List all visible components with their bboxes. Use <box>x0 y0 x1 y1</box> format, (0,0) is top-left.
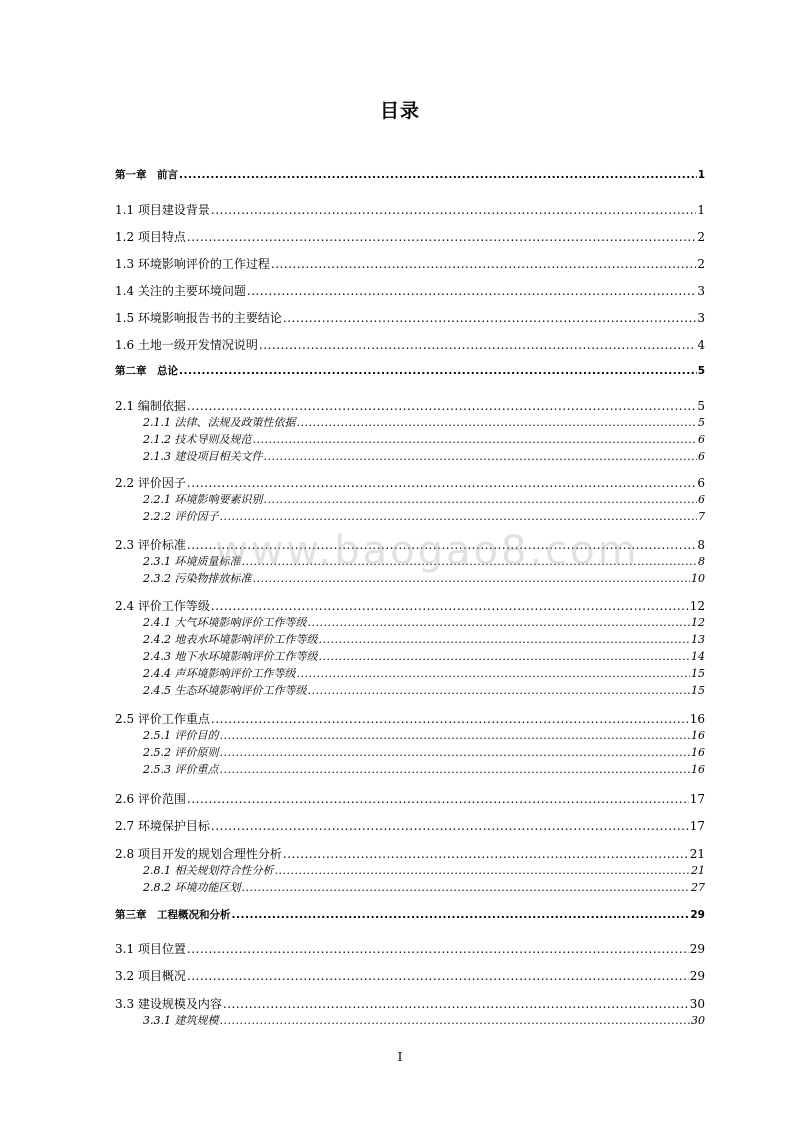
toc-dot-leader <box>232 909 690 921</box>
toc-section-entry[interactable] <box>115 967 705 984</box>
toc-subsection-entry[interactable] <box>143 431 705 447</box>
toc-entry-page: 3 <box>697 284 705 298</box>
toc-entry-title: 2.4.4 声环境影响评价工作等级 <box>143 667 296 680</box>
toc-entry-page: 29 <box>690 909 705 921</box>
toc-entry-title: 1.1 项目建设背景 <box>115 203 210 217</box>
toc-entry-page: 17 <box>689 792 705 806</box>
toc-dot-leader <box>179 365 697 377</box>
toc-dot-leader <box>220 510 698 523</box>
page-title: 目录 <box>379 100 420 122</box>
toc-dot-leader <box>283 311 696 325</box>
toc-dot-leader <box>187 942 689 956</box>
toc-subsection-entry[interactable] <box>143 648 705 664</box>
toc-entry-title: 2.3 评价标准 <box>115 538 186 552</box>
toc-dot-leader <box>220 729 691 742</box>
toc-entry-page: 1 <box>697 169 705 181</box>
toc-entry-page: 15 <box>691 684 705 697</box>
toc-entry-title: 2.4.1 大气环境影响评价工作等级 <box>143 616 307 629</box>
toc-section-entry[interactable] <box>115 282 705 299</box>
toc-section-entry[interactable] <box>115 336 705 353</box>
toc-entry-title: 2.8 项目开发的规划合理性分析 <box>115 847 282 861</box>
toc-dot-leader <box>308 616 691 629</box>
toc-subsection-entry[interactable] <box>143 761 705 777</box>
toc-dot-leader <box>211 819 689 833</box>
toc-entry-title: 2.5.2 评价原则 <box>143 746 219 759</box>
toc-entry-title: 3.1 项目位置 <box>115 942 186 956</box>
toc-section-entry[interactable] <box>115 201 705 218</box>
toc-section-entry[interactable] <box>115 995 705 1012</box>
toc-entry-page: 30 <box>691 1014 705 1027</box>
toc-entry-title: 2.2.2 评价因子 <box>143 510 219 523</box>
watermark: www.baogao8.com <box>215 528 640 574</box>
toc-section-entry[interactable] <box>115 817 705 834</box>
toc-dot-leader <box>223 997 689 1011</box>
toc-dot-leader <box>264 493 698 506</box>
toc-entry-page: 4 <box>697 338 705 352</box>
toc-entry-title: 1.3 环境影响评价的工作过程 <box>115 257 270 271</box>
toc-subsection-entry[interactable] <box>143 1012 705 1028</box>
toc-subsection-entry[interactable] <box>143 508 705 524</box>
toc-dot-leader <box>275 864 691 877</box>
toc-dot-leader <box>247 284 696 298</box>
toc-dot-leader <box>259 338 696 352</box>
toc-entry-page: 29 <box>689 942 705 956</box>
toc-subsection-entry[interactable] <box>143 614 705 630</box>
toc-section-entry[interactable] <box>115 397 705 414</box>
toc-entry-page: 16 <box>691 729 705 742</box>
toc-entry-title: 第一章 前言 <box>115 169 178 181</box>
toc-entry-page: 16 <box>691 746 705 759</box>
toc-entry-page: 16 <box>689 712 705 726</box>
toc-entry-page: 6 <box>697 476 705 490</box>
toc-entry-page: 5 <box>697 399 705 413</box>
toc-entry-title: 3.3.1 建筑规模 <box>143 1014 219 1027</box>
toc-section-entry[interactable] <box>115 845 705 862</box>
toc-entry-page: 6 <box>698 493 705 506</box>
toc-subsection-entry[interactable] <box>143 631 705 647</box>
toc-subsection-entry[interactable] <box>143 682 705 698</box>
toc-entry-title: 2.2.1 环境影响要素识别 <box>143 493 263 506</box>
toc-dot-leader <box>187 792 689 806</box>
toc-dot-leader <box>220 1014 691 1027</box>
toc-subsection-entry[interactable] <box>143 448 705 464</box>
toc-dot-leader <box>253 433 698 446</box>
toc-entry-page: 1 <box>697 203 705 217</box>
toc-section-entry[interactable] <box>115 474 705 491</box>
toc-dot-leader <box>211 712 689 726</box>
toc-section-entry[interactable] <box>115 597 705 614</box>
toc-entry-title: 2.3.1 环境质量标准 <box>143 555 241 568</box>
toc-entry-page: 14 <box>691 650 705 663</box>
toc-entry-title: 第二章 总论 <box>115 365 178 377</box>
toc-dot-leader <box>297 667 691 680</box>
toc-entry-page: 8 <box>698 555 705 568</box>
toc-entry-title: 2.4.2 地表水环境影响评价工作等级 <box>143 633 318 646</box>
toc-entry-title: 1.5 环境影响报告书的主要结论 <box>115 311 282 325</box>
toc-subsection-entry[interactable] <box>143 665 705 681</box>
toc-entry-title: 第三章 工程概况和分析 <box>115 909 231 921</box>
toc-dot-leader <box>187 969 689 983</box>
toc-section-entry[interactable] <box>115 940 705 957</box>
toc-entry-title: 2.1 编制依据 <box>115 399 186 413</box>
toc-dot-leader <box>242 881 691 894</box>
toc-subsection-entry[interactable] <box>143 879 705 895</box>
toc-entry-page: 30 <box>689 997 705 1011</box>
toc-section-entry[interactable] <box>115 228 705 245</box>
toc-subsection-entry[interactable] <box>143 744 705 760</box>
toc-entry-title: 3.2 项目概况 <box>115 969 186 983</box>
toc-entry-title: 1.2 项目特点 <box>115 230 186 244</box>
toc-entry-page: 16 <box>691 763 705 776</box>
toc-entry-title: 1.6 土地一级开发情况说明 <box>115 338 258 352</box>
toc-subsection-entry[interactable] <box>143 727 705 743</box>
toc-entry-title: 2.8.1 相关规划符合性分析 <box>143 864 274 877</box>
toc-entry-title: 2.8.2 环境功能区划 <box>143 881 241 894</box>
toc-entry-page: 3 <box>697 311 705 325</box>
toc-dot-leader <box>187 476 696 490</box>
toc-entry-page: 13 <box>691 633 705 646</box>
toc-entry-title: 1.4 关注的主要环境问题 <box>115 284 246 298</box>
toc-entry-title: 2.1.1 法律、法规及政策性依据 <box>143 416 296 429</box>
toc-chapter-entry[interactable] <box>115 167 705 182</box>
toc-entry-page: 21 <box>689 847 705 861</box>
toc-chapter-entry[interactable] <box>115 363 705 378</box>
toc-entry-title: 2.7 环境保护目标 <box>115 819 210 833</box>
toc-dot-leader <box>220 763 691 776</box>
toc-section-entry[interactable] <box>115 710 705 727</box>
toc-dot-leader <box>211 203 696 217</box>
toc-dot-leader <box>179 169 697 181</box>
toc-entry-page: 5 <box>698 416 705 429</box>
toc-entry-title: 2.1.3 建设项目相关文件 <box>143 450 263 463</box>
toc-subsection-entry[interactable] <box>143 862 705 878</box>
toc-entry-title: 3.3 建设规模及内容 <box>115 997 222 1011</box>
toc-entry-page: 6 <box>698 450 705 463</box>
toc-subsection-entry[interactable] <box>143 414 705 430</box>
toc-entry-page: 29 <box>689 969 705 983</box>
toc-entry-title: 2.2 评价因子 <box>115 476 186 490</box>
toc-dot-leader <box>187 399 696 413</box>
toc-entry-page: 6 <box>698 433 705 446</box>
toc-subsection-entry[interactable] <box>143 491 705 507</box>
toc-entry-title: 2.5.1 评价目的 <box>143 729 219 742</box>
toc-section-entry[interactable] <box>115 255 705 272</box>
toc-entry-title: 2.5.3 评价重点 <box>143 763 219 776</box>
toc-entry-title: 2.5 评价工作重点 <box>115 712 210 726</box>
toc-entry-page: 5 <box>697 365 705 377</box>
toc-entry-page: 2 <box>697 230 705 244</box>
toc-dot-leader <box>283 847 689 861</box>
toc-dot-leader <box>271 257 696 271</box>
toc-entry-page: 7 <box>698 510 705 523</box>
toc-entry-page: 17 <box>689 819 705 833</box>
toc-dot-leader <box>297 416 698 429</box>
toc-chapter-entry[interactable] <box>115 907 705 922</box>
toc-entry-title: 2.4 评价工作等级 <box>115 599 210 613</box>
toc-section-entry[interactable] <box>115 309 705 326</box>
toc-entry-page: 12 <box>689 599 705 613</box>
toc-entry-page: 10 <box>691 572 705 585</box>
toc-entry-title: 2.6 评价范围 <box>115 792 186 806</box>
page-number: I <box>397 1050 403 1064</box>
toc-section-entry[interactable] <box>115 790 705 807</box>
toc-entry-page: 2 <box>697 257 705 271</box>
toc-entry-title: 2.4.5 生态环境影响评价工作等级 <box>143 684 307 697</box>
toc-dot-leader <box>318 633 690 646</box>
toc-dot-leader <box>211 599 689 613</box>
toc-entry-title: 2.3.2 污染物排放标准 <box>143 572 252 585</box>
toc-entry-title: 2.4.3 地下水环境影响评价工作等级 <box>143 650 318 663</box>
toc-entry-page: 8 <box>697 538 705 552</box>
toc-dot-leader <box>318 650 690 663</box>
toc-entry-title: 2.1.2 技术导则及规范 <box>143 433 252 446</box>
toc-dot-leader <box>308 684 691 697</box>
toc-dot-leader <box>264 450 698 463</box>
toc-entry-page: 12 <box>691 616 705 629</box>
toc-dot-leader <box>187 230 696 244</box>
toc-entry-page: 27 <box>691 881 705 894</box>
toc-entry-page: 21 <box>691 864 705 877</box>
toc-dot-leader <box>220 746 691 759</box>
toc-entry-page: 15 <box>691 667 705 680</box>
